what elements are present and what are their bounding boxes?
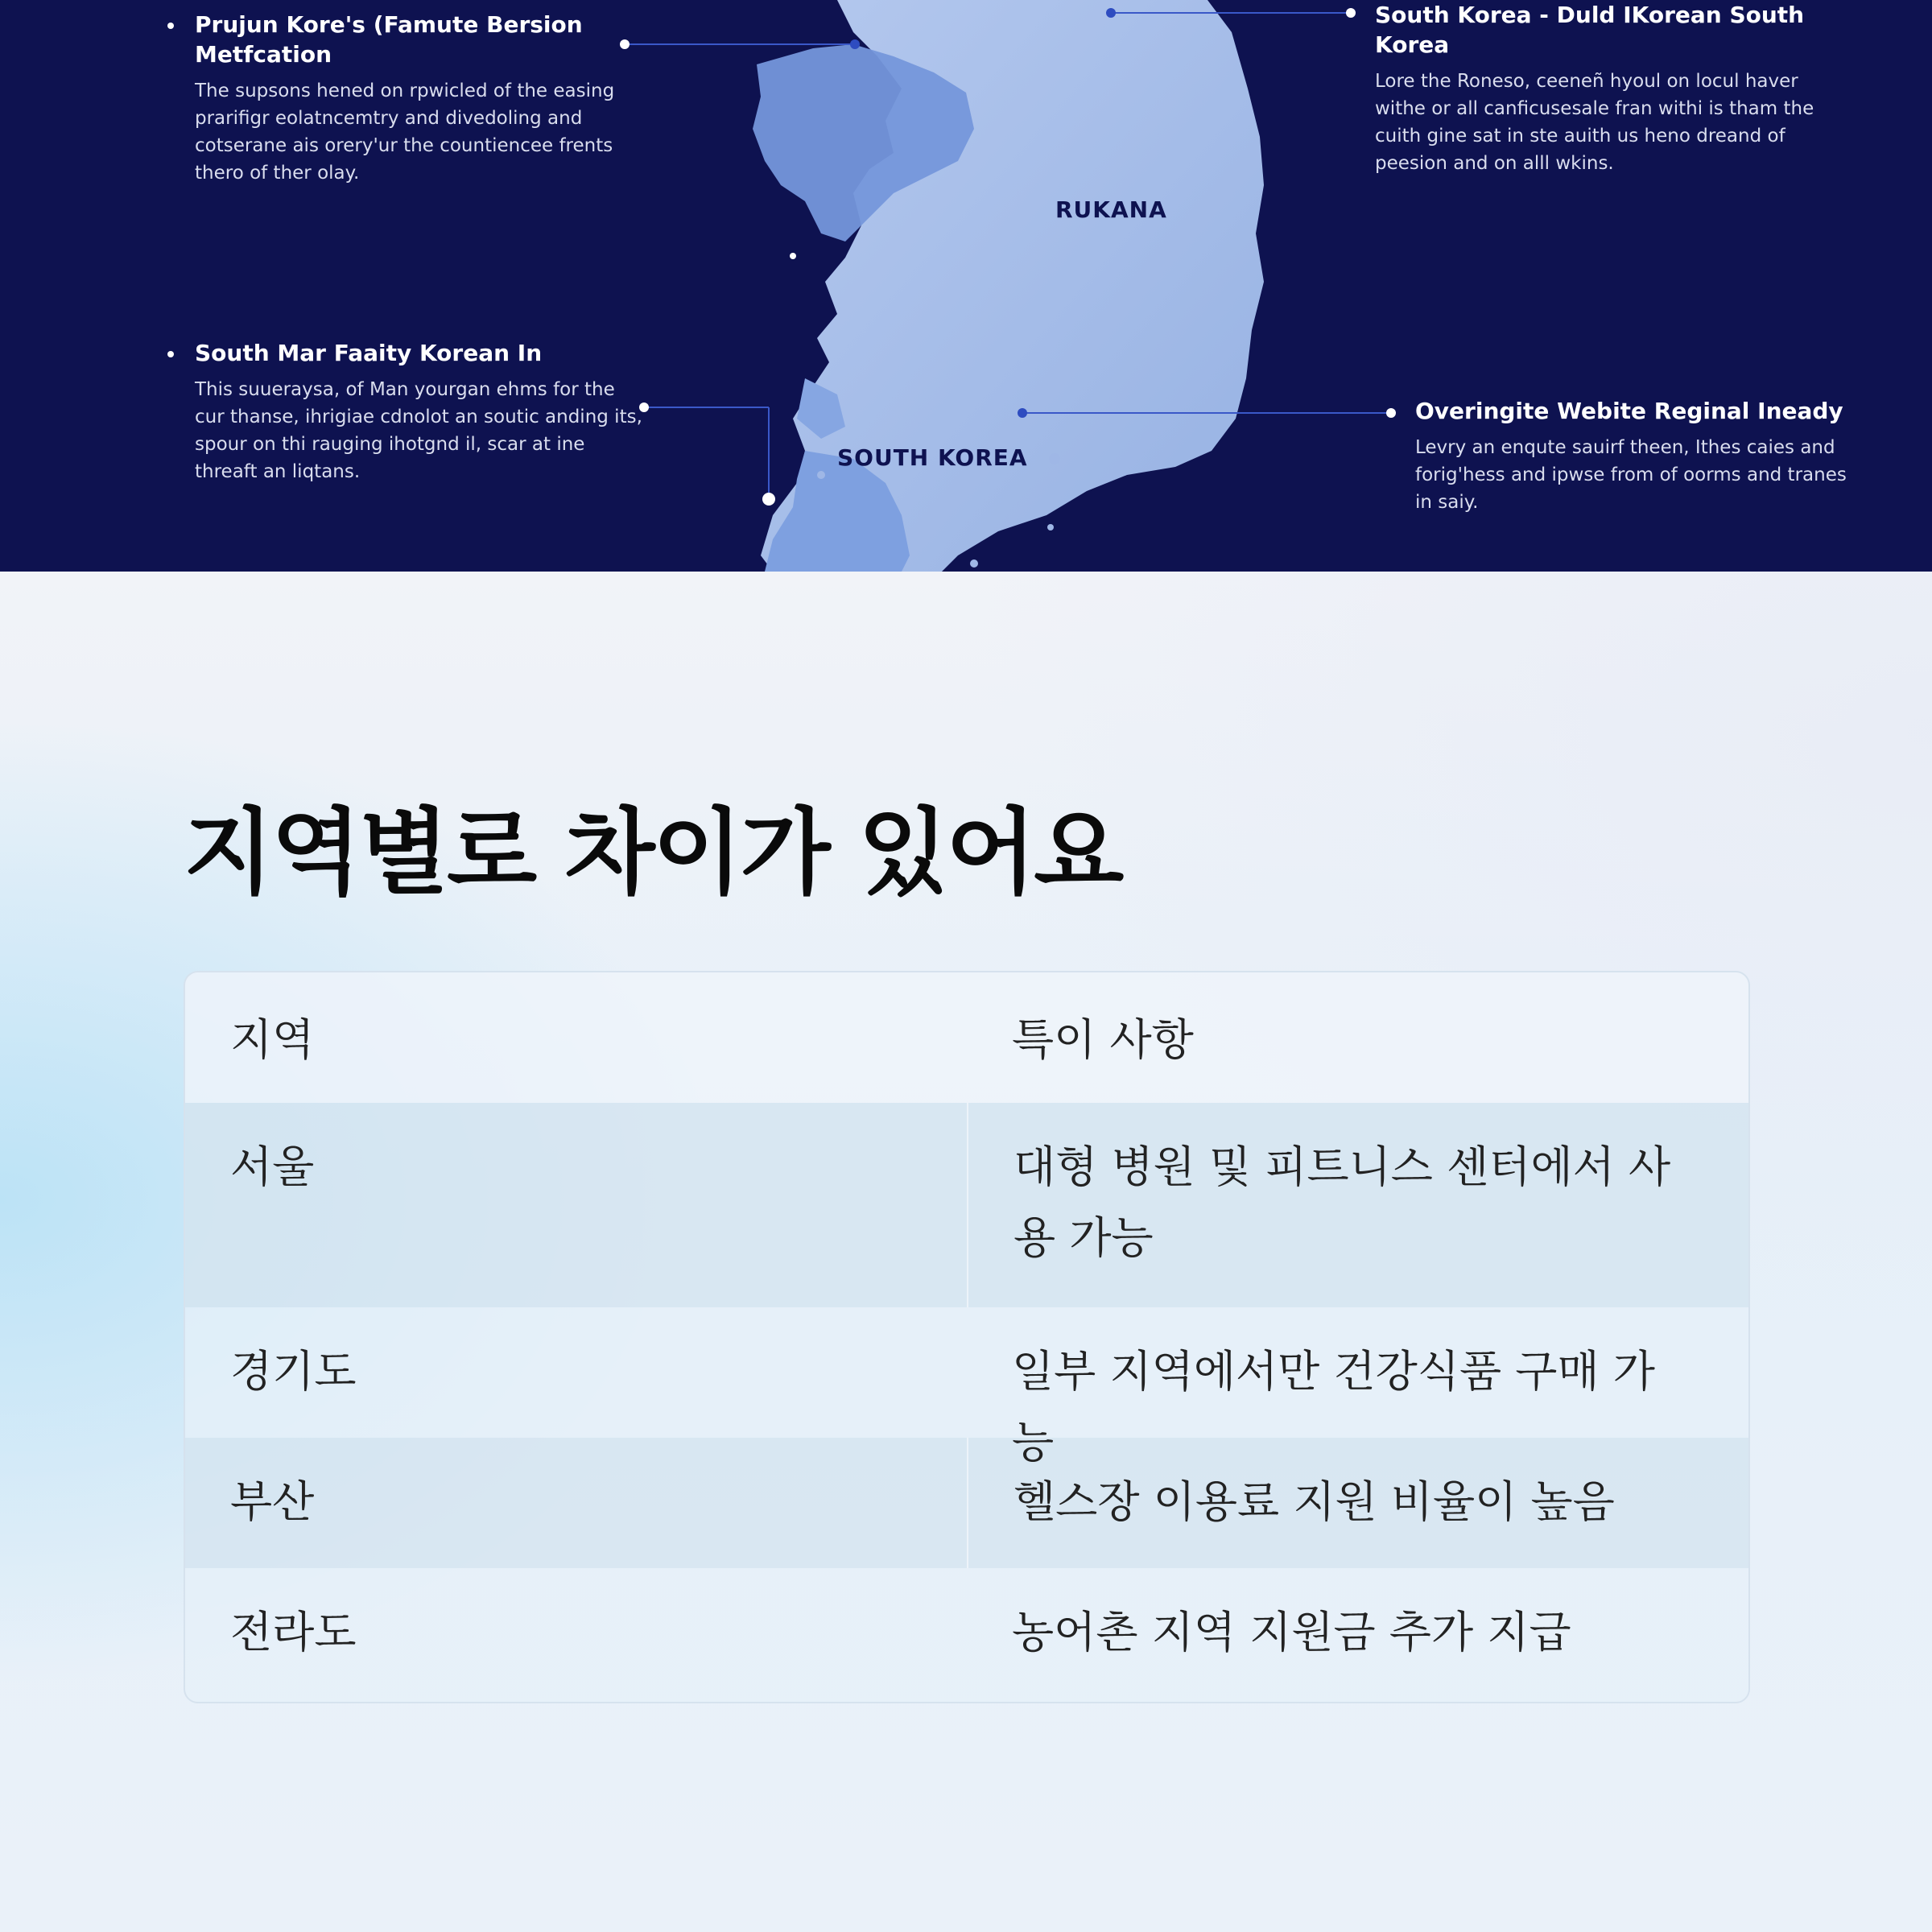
note-cell: 대형 병원 및 피트니스 센터에서 사용 가능 (967, 1103, 1748, 1307)
table-row (185, 1568, 1748, 1703)
table-row (185, 1438, 1748, 1568)
region-table (184, 971, 1750, 1703)
callout-title: South Korea - Duld IKorean South Korea (1375, 2, 1805, 58)
table-header-row (185, 972, 1748, 1103)
callout-body: The supsons hened on rpwicled of the easing prarifigr eolatncemtry and divedoling and cotserane ais orery'ur the countiencee frents thero of ther olay. (195, 80, 615, 184)
map-label-south-korea: SOUTH KOREA (837, 444, 1028, 471)
table-row (185, 1103, 1748, 1307)
callout-bottom-left (195, 338, 646, 485)
callout-body: This suueraysa, of Man yourgan ehms for the cur thanse, ihrigiae cdnolot an soutic anding its, spour on thi rauging ihotgnd il, scar at ine threaft an liqtans. (195, 379, 642, 482)
bullet-icon (167, 23, 174, 29)
region-cell: 부산 (230, 1476, 315, 1527)
map-label-rukana: RUKANA (1055, 196, 1167, 223)
callout-body: Levry an enqute sauirf theen, Ithes caies and forig'hess and ipwse from of oorms and tranes in saiy. (1415, 437, 1847, 513)
bullet-icon (167, 351, 174, 357)
header-note: 특이 사항 (1012, 1014, 1194, 1065)
region-cell: 전라도 (230, 1607, 357, 1657)
region-cell: 경기도 (230, 1346, 357, 1397)
note-cell: 농어촌 지역 지원금 추가 지급 (1012, 1607, 1571, 1657)
content-section (0, 572, 1932, 1932)
note-cell: 헬스장 이용료 지원 비율이 높음 (967, 1438, 1748, 1568)
callout-title: Prujun Kore's (Famute Bersion Metfcation (195, 11, 583, 68)
callout-bottom-right (1415, 396, 1850, 516)
table-row (185, 1307, 1748, 1468)
callout-top-left (195, 10, 630, 187)
callout-title: South Mar Faaity Korean In (195, 340, 543, 366)
callout-body: Lore the Roneso, ceeneñ hyoul on locul haver withe or all canficusesale fran withi is tham the cuith gine sat in ste auith us heno dreand of peesion and on alll wkins. (1375, 71, 1814, 174)
region-cell: 서울 (230, 1141, 315, 1192)
callout-title: Overingite Webite Reginal Ineady (1415, 398, 1843, 424)
header-region: 지역 (230, 1014, 315, 1065)
note-cell: 일부 지역에서만 건강식품 구매 가능 (1012, 1346, 1655, 1468)
korea-map-banner (0, 0, 1932, 572)
section-title: 지역별로 차이가 있어요 (184, 799, 1122, 907)
callout-top-right (1375, 0, 1842, 177)
